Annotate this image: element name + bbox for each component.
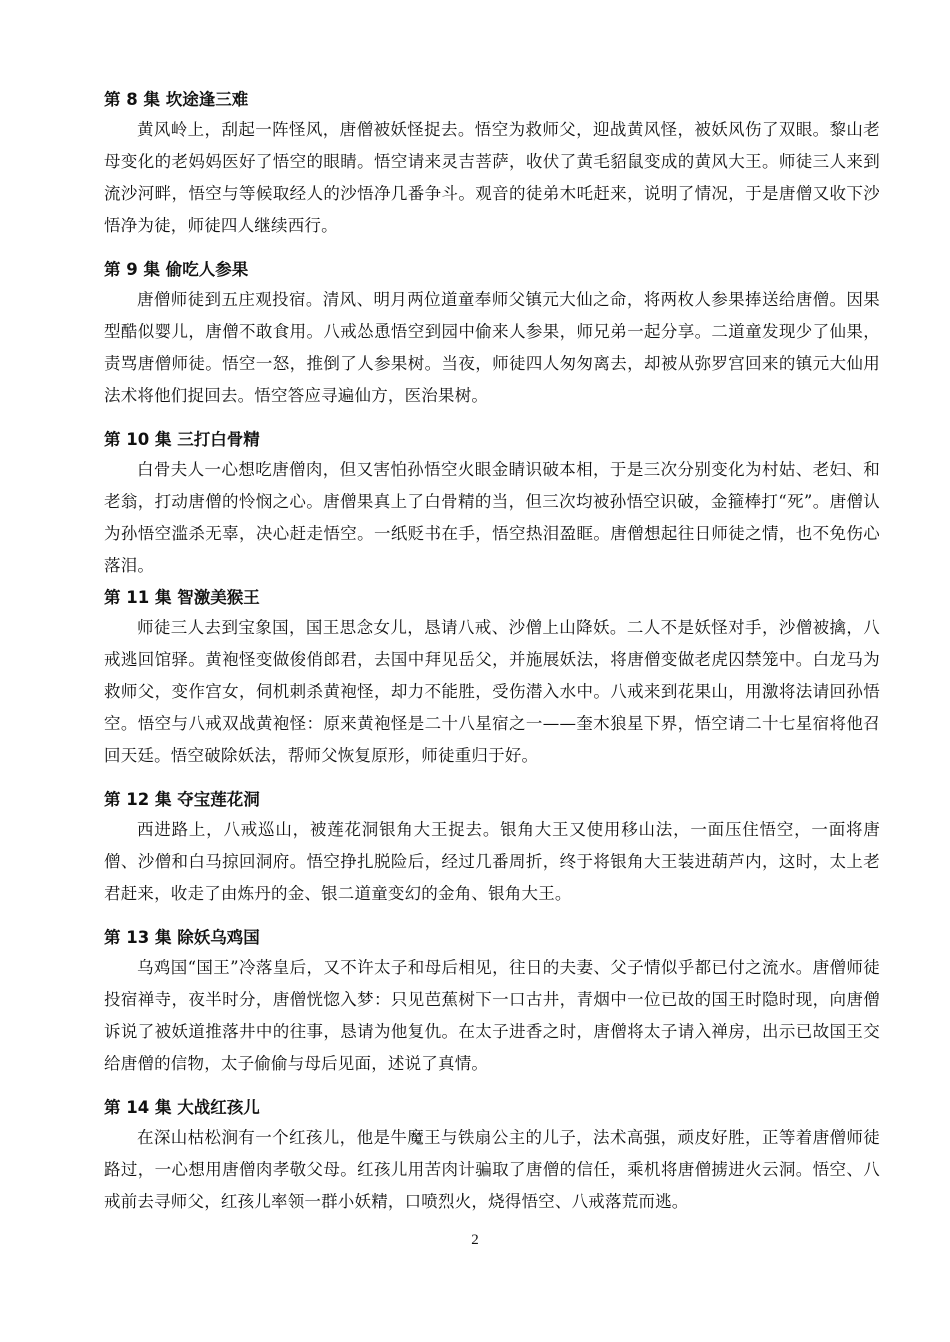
episode-synopsis: 师徒三人去到宝象国，国王思念女儿，恳请八戒、沙僧上山降妖。二人不是妖怪对手，沙僧被擒，八戒逃回馆驿。黄袍怪变做俊俏郎君，去国中拜见岳父，并施展妖法，将唐僧变做老虎囚禁笼中。白龙马为救师父，变作宫女，伺机刺杀黄袍怪，却力不能胜，受伤潜入水中。八戒来到花果山，用激将法请回孙悟空。悟空与八戒双战黄袍怪：原来黄袍怪是二十八星宿之一——奎木狼星下界，悟空请二十七星宿将他召回天廷。悟空破除妖法，帮师父恢复原形，师徒重归于好。 bbox=[104, 618, 880, 765]
episode-title: 第 8 集 坎途逢三难 bbox=[104, 90, 249, 109]
episode-synopsis: 在深山枯松涧有一个红孩儿，他是牛魔王与铁扇公主的儿子，法术高强，顽皮好胜，正等着唐僧师徒路过，一心想用唐僧肉孝敬父母。红孩儿用苦肉计骗取了唐僧的信任，乘机将唐僧掳进火云洞。悟空、八戒前去寻师父，红孩儿率领一群小妖精，口喷烈火，烧得悟空、八戒落荒而逃。 bbox=[104, 1128, 880, 1211]
document-page bbox=[104, 86, 880, 1232]
episode-13 bbox=[104, 924, 880, 1080]
episode-9 bbox=[104, 256, 880, 412]
episode-title: 第 11 集 智激美猴王 bbox=[104, 588, 260, 607]
episode-title: 第 14 集 大战红孩儿 bbox=[104, 1098, 260, 1117]
episode-synopsis: 西进路上，八戒巡山，被莲花洞银角大王捉去。银角大王又使用移山法，一面压住悟空，一面将唐僧、沙僧和白马掠回洞府。悟空挣扎脱险后，经过几番周折，终于将银角大王装进葫芦内，这时，太上老君赶来，收走了由炼丹的金、银二道童变幻的金角、银角大王。 bbox=[104, 820, 880, 903]
episode-synopsis: 白骨夫人一心想吃唐僧肉，但又害怕孙悟空火眼金睛识破本相，于是三次分别变化为村姑、老妇、和老翁，打动唐僧的怜悯之心。唐僧果真上了白骨精的当，但三次均被孙悟空识破，金箍棒打“死”。唐僧认为孙悟空滥杀无辜，决心赶走悟空。一纸贬书在手，悟空热泪盈眶。唐僧想起往日师徒之情，也不免伤心落泪。 bbox=[104, 460, 880, 575]
episode-11 bbox=[104, 584, 880, 772]
episode-synopsis: 唐僧师徒到五庄观投宿。清风、明月两位道童奉师父镇元大仙之命，将两枚人参果捧送给唐僧。因果型酷似婴儿，唐僧不敢食用。八戒怂恿悟空到园中偷来人参果，师兄弟一起分享。二道童发现少了仙果，责骂唐僧师徒。悟空一怒，推倒了人参果树。当夜，师徒四人匆匆离去，却被从弥罗宫回来的镇元大仙用法术将他们捉回去。悟空答应寻遍仙方，医治果树。 bbox=[104, 290, 880, 405]
episode-title: 第 9 集 偷吃人参果 bbox=[104, 260, 249, 279]
episode-10 bbox=[104, 426, 880, 582]
episode-8 bbox=[104, 86, 880, 242]
page-number: 2 bbox=[471, 1232, 479, 1248]
episode-12 bbox=[104, 786, 880, 910]
episode-synopsis: 黄风岭上，刮起一阵怪风，唐僧被妖怪捉去。悟空为救师父，迎战黄风怪，被妖风伤了双眼。黎山老母变化的老妈妈医好了悟空的眼睛。悟空请来灵吉菩萨，收伏了黄毛貂鼠变成的黄风大王。师徒三人来到流沙河畔，悟空与等候取经人的沙悟净几番争斗。观音的徒弟木吒赶来，说明了情况，于是唐僧又收下沙悟净为徒，师徒四人继续西行。 bbox=[104, 120, 880, 235]
episode-title: 第 13 集 除妖乌鸡国 bbox=[104, 928, 260, 947]
episode-title: 第 10 集 三打白骨精 bbox=[104, 430, 260, 449]
episode-synopsis: 乌鸡国“国王”冷落皇后，又不许太子和母后相见，往日的夫妻、父子情似乎都已付之流水。唐僧师徒投宿禅寺，夜半时分，唐僧恍惚入梦：只见芭蕉树下一口古井，青烟中一位已故的国王时隐时现，向唐僧诉说了被妖道推落井中的往事，恳请为他复仇。在太子进香之时，唐僧将太子请入禅房，出示已故国王交给唐僧的信物，太子偷偷与母后见面，述说了真情。 bbox=[104, 958, 880, 1073]
episode-title: 第 12 集 夺宝莲花洞 bbox=[104, 790, 260, 809]
episode-14 bbox=[104, 1094, 880, 1218]
